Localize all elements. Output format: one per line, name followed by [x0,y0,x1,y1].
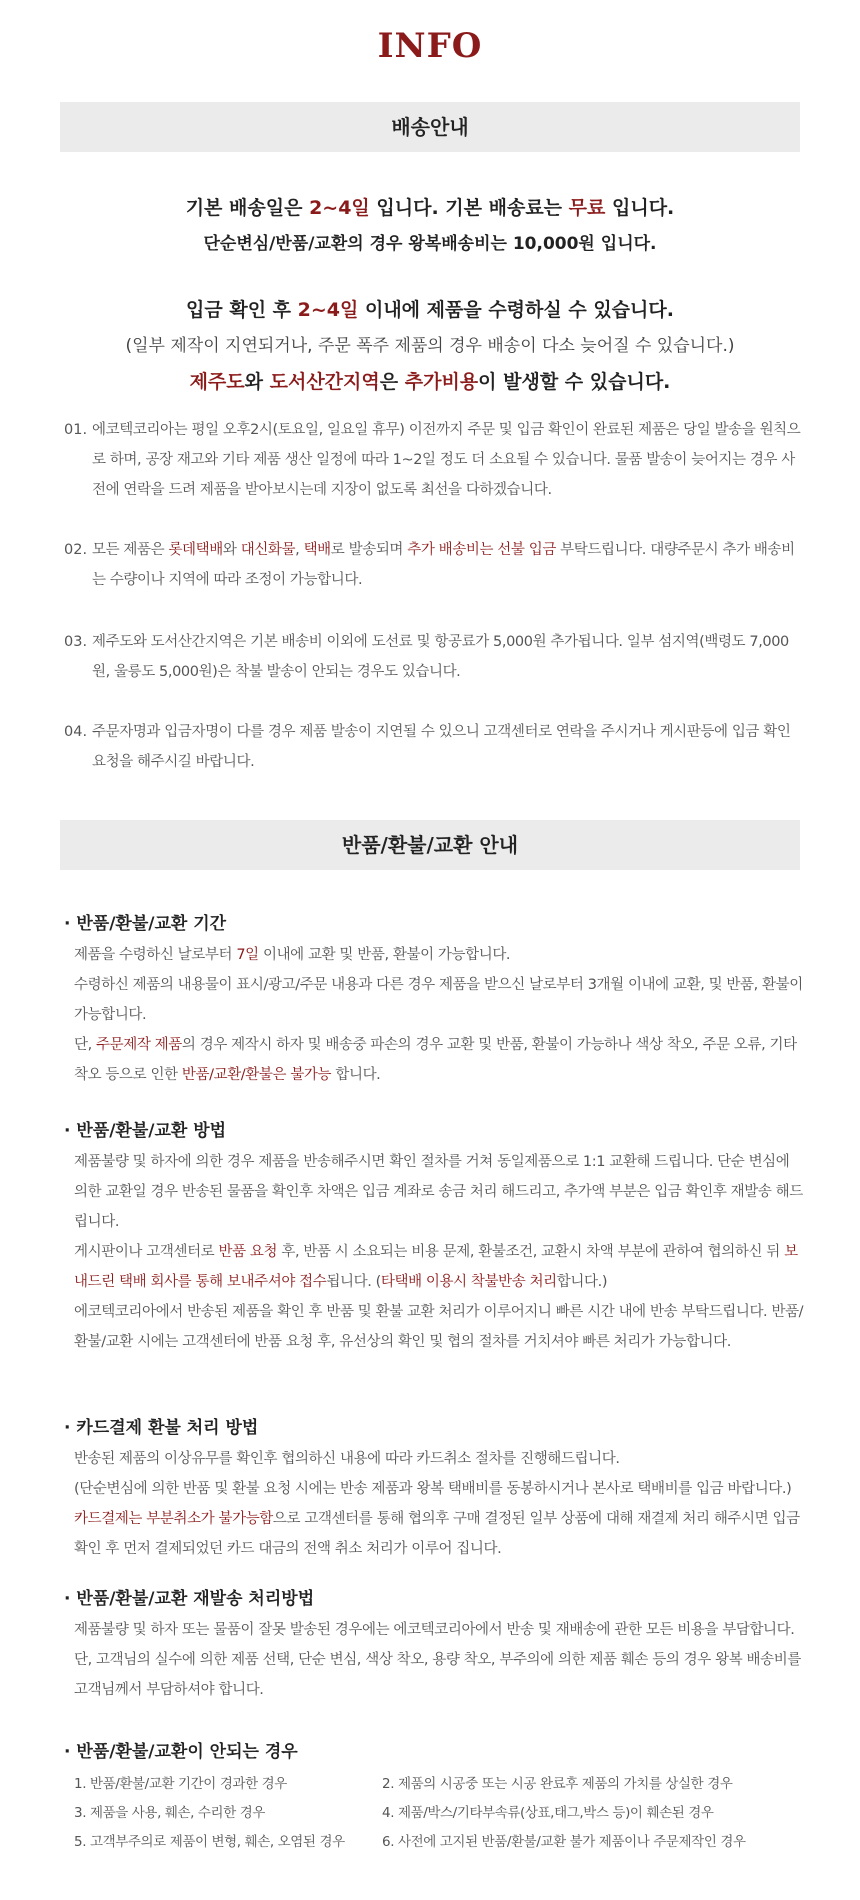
returns-period-title: · 반품/환불/교환 기간 [64,914,227,934]
returns-section-header: 반품/환불/교환 안내 [60,820,800,870]
summary-line-4: (일부 제작이 지연되거나, 주문 폭주 제품의 경우 배송이 다소 늦어질 수 있습니다.) [125,336,735,356]
summary-line-5: 제주도와 도서산간지역은 추가비용이 발생할 수 있습니다. [189,371,671,393]
excluded-list [74,1770,814,1857]
shipping-section-header: 배송안내 [60,102,800,152]
list-item: 1. 반품/환불/교환 기간이 경과한 경우 [74,1776,287,1792]
list-item: 4. 제품/박스/기타부속류(상표,태그,박스 등)이 훼손된 경우 [382,1805,714,1821]
summary-line-1: 기본 배송일은 2~4일 입니다. 기본 배송료는 무료 입니다. [185,197,675,219]
list-item: 2. 제품의 시공중 또는 시공 완료후 제품의 가치를 상실한 경우 [382,1776,733,1792]
excluded-title: · 반품/환불/교환이 안되는 경우 [64,1742,298,1762]
summary-line-2: 단순변심/반품/교환의 경우 왕복배송비는 10,000원 입니다. [203,234,657,254]
reship-title: · 반품/환불/교환 재발송 처리방법 [64,1589,315,1609]
card-refund: · 카드결제 환불 처리 방법 반송된 제품의 이상유무를 확인후 협의하신 내용에 따라 카드취소 절차를 진행해드립니다. (단순변심에 의한 반품 및 환불 요청 시에는 반송 제품과 왕복 택배비를 동봉하시거나 본사로 택배비를 입금 바랍니다.) 카드결제는 부분취소가 불가능함으로 고객센터를 통해 협의후 구매 결정된 일부 상품에 대해 재결제 처리 해주시면 입금 확인 후 먼저 결제되었던 카드 대금의 전액 취소 처리가 이루어 집니다. [64,1412,804,1564]
list-item: 5. 고객부주의로 제품이 변형, 훼손, 오염된 경우 [74,1834,345,1850]
list-item: 3. 제품을 사용, 훼손, 수리한 경우 [74,1805,266,1821]
summary-line-3: 입금 확인 후 2~4일 이내에 제품을 수령하실 수 있습니다. [186,299,674,321]
notice-04: 04. 주문자명과 입금자명이 다를 경우 제품 발송이 지연될 수 있으니 고객센터로 연락을 주시거나 게시판등에 입금 확인 요청을 해주시길 바랍니다. [64,724,791,770]
card-refund-title: · 카드결제 환불 처리 방법 [64,1418,259,1438]
reship: · 반품/환불/교환 재발송 처리방법 제품불량 및 하자 또는 물품이 잘못 발송된 경우에는 에코텍코리아에서 반송 및 재배송에 관한 모든 비용을 부담합니다. 단, 고객님의 실수에 의한 제품 선택, 단순 변심, 색상 착오, 용량 착오, 부주의에 의한 제품 훼손 등의 경우 왕복 배송비를 고객님께서 부담하셔야 합니다. [64,1583,804,1705]
excluded-cases [64,1736,804,1768]
returns-method: · 반품/환불/교환 방법 제품불량 및 하자에 의한 경우 제품을 반송해주시면 확인 절차를 거쳐 동일제품으로 1:1 교환해 드립니다. 단순 변심에 의한 교환일 경우 반송된 물품을 확인후 차액은 입금 계좌로 송금 처리 해드리고, 추가액 부분은 입금 확인후 재발송 해드립니다. 게시판이나 고객센터로 반품 요청 후, 반품 시 소요되는 비용 문제, 환불조건, 교환시 차액 부분에 관하여 협의하신 뒤 보내드린 택배 회사를 통해 보내주셔야 접수됩니다. (타택배 이용시 착불반송 처리합니다.) 에코텍코리아에서 반송된 제품을 확인 후 반품 및 환불 교환 처리가 이루어지니 빠른 시간 내에 반송 부탁드립니다. 반품/환불/교환 시에는 고객센터에 반품 요청 후, 유선상의 확인 및 협의 절차를 거치셔야 빠른 처리가 가능합니다. [64,1115,804,1357]
list-item: 6. 사전에 고지된 반품/환불/교환 불가 제품이나 주문제작인 경우 [382,1834,746,1850]
page-title: INFO [377,26,483,66]
returns-period: · 반품/환불/교환 기간 제품을 수령하신 날로부터 7일 이내에 교환 및 반품, 환불이 가능합니다. 수령하신 제품의 내용물이 표시/광고/주문 내용과 다른 경우 제품을 받으신 날로부터 3개월 이내에 교환, 및 반품, 환불이 가능합니다. 단, 주문제작 제품의 경우 제작시 하자 및 배송중 파손의 경우 교환 및 반품, 환불이 가능하나 색상 착오, 주문 오류, 기타 착오 등으로 인한 반품/교환/환불은 불가능 합니다. [64,908,804,1090]
returns-method-title: · 반품/환불/교환 방법 [64,1121,227,1141]
notice-02: 02. 모든 제품은 롯데택배와 대신화물, 택배로 발송되며 추가 배송비는 선불 입금 부탁드립니다. 대량주문시 추가 배송비는 수량이나 지역에 따라 조정이 가능합니다. [64,542,795,588]
notice-03: 03. 제주도와 도서산간지역은 기본 배송비 이외에 도선료 및 항공료가 5,000원 추가됩니다. 일부 섬지역(백령도 7,000원, 울릉도 5,000원)은 착불 발송이 안되는 경우도 있습니다. [64,634,789,680]
shipping-summary [0,190,860,400]
notice-01: 01. 에코텍코리아는 평일 오후2시(토요일, 일요일 휴무) 이전까지 주문 및 입금 확인이 완료된 제품은 당일 발송을 원칙으로 하며, 공장 재고와 기타 제품 생산 일정에 따라 1~2일 정도 더 소요될 수 있습니다. 물품 발송이 늦어지는 경우 사전에 연락을 드려 제품을 받아보시는데 지장이 없도록 최선을 다하겠습니다. [64,422,801,498]
